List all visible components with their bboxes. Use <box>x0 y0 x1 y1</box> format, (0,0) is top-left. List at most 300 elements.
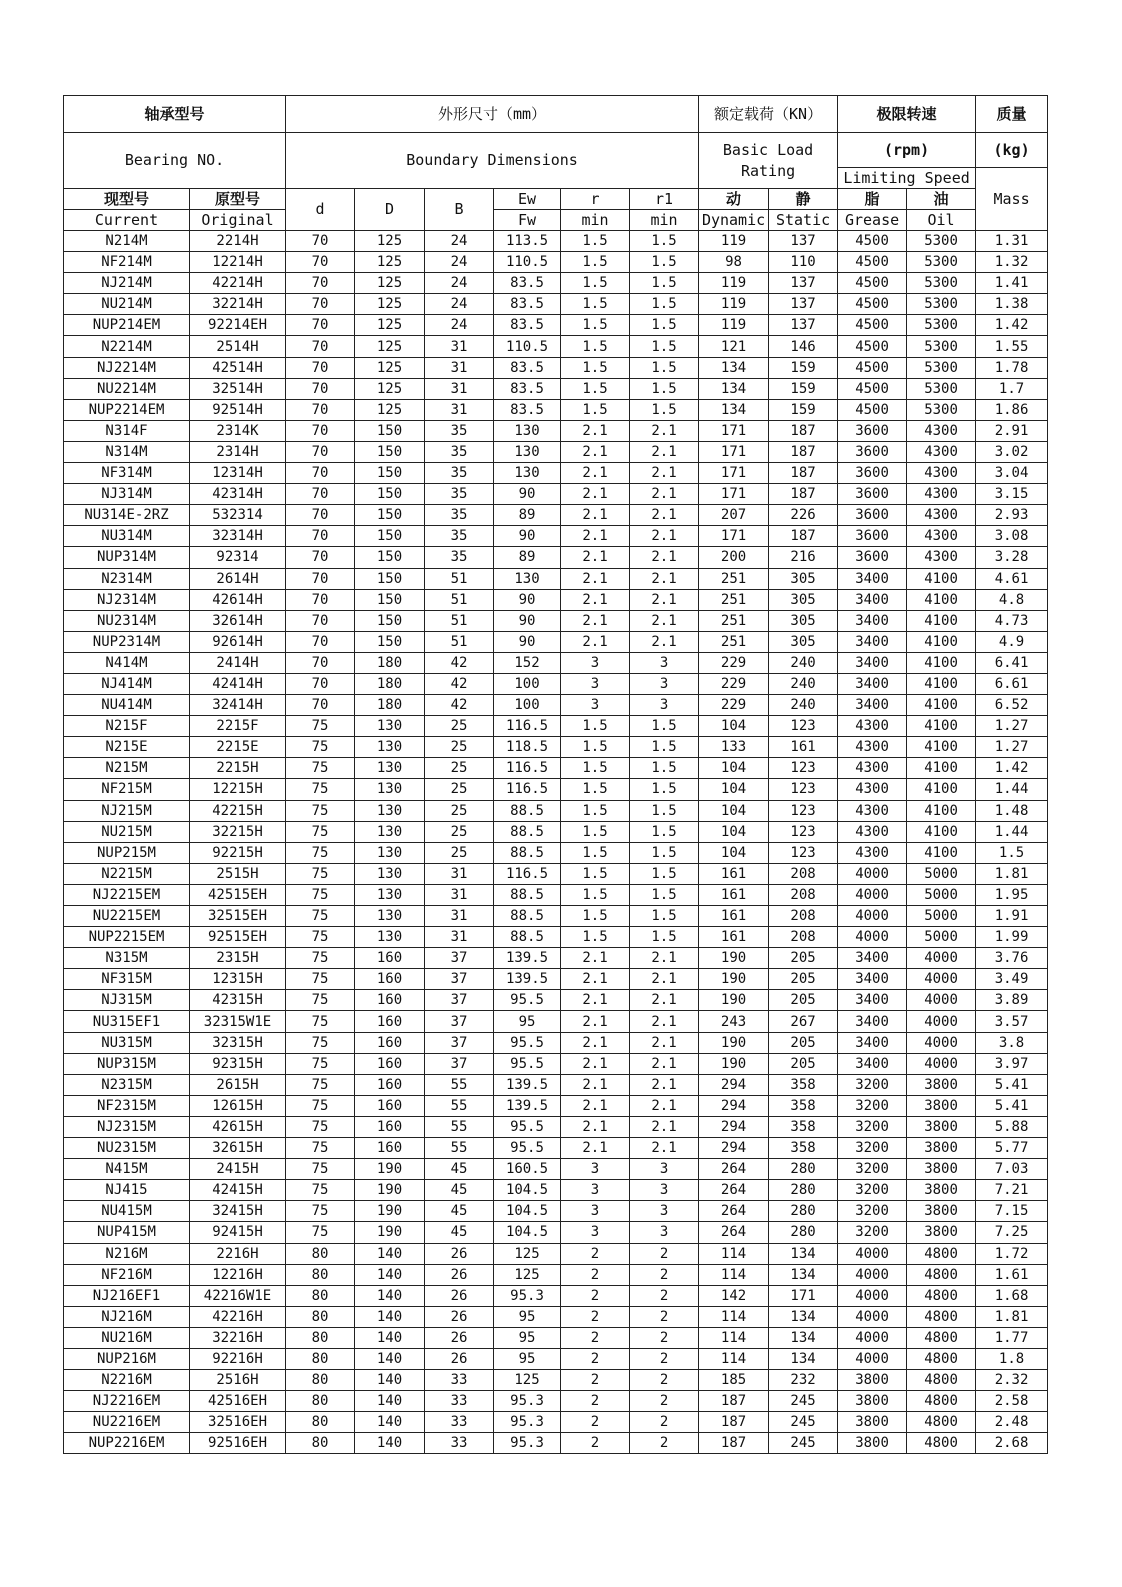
cell-original-model: 42414H <box>190 673 286 694</box>
cell-original-model: 12216H <box>190 1264 286 1285</box>
cell-width-B: 26 <box>425 1306 494 1327</box>
cell-r-min: 1.5 <box>561 737 630 758</box>
cell-dynamic-load: 294 <box>699 1095 769 1116</box>
cell-d: 70 <box>286 526 355 547</box>
cell-outer-D: 125 <box>355 357 425 378</box>
cell-current-model: N315M <box>64 948 190 969</box>
cell-mass: 5.41 <box>976 1074 1048 1095</box>
cell-oil-speed: 4800 <box>907 1370 976 1391</box>
cell-oil-speed: 4000 <box>907 1011 976 1032</box>
cell-dynamic-load: 98 <box>699 252 769 273</box>
cell-d: 80 <box>286 1433 355 1454</box>
cell-width-B: 25 <box>425 842 494 863</box>
table-row <box>64 1327 1048 1348</box>
cell-mass: 7.21 <box>976 1180 1048 1201</box>
cell-ew-fw: 116.5 <box>494 716 561 737</box>
cell-oil-speed: 5300 <box>907 252 976 273</box>
cell-ew-fw: 90 <box>494 610 561 631</box>
cell-original-model: 32216H <box>190 1327 286 1348</box>
cell-mass: 1.41 <box>976 273 1048 294</box>
cell-grease-speed: 3600 <box>838 526 907 547</box>
header-ew: Ew <box>494 189 561 210</box>
cell-grease-speed: 3400 <box>838 568 907 589</box>
cell-d: 70 <box>286 695 355 716</box>
cell-dynamic-load: 264 <box>699 1159 769 1180</box>
cell-current-model: NUP2215EM <box>64 927 190 948</box>
cell-outer-D: 140 <box>355 1391 425 1412</box>
cell-oil-speed: 4100 <box>907 589 976 610</box>
cell-static-load: 205 <box>769 948 838 969</box>
cell-width-B: 51 <box>425 568 494 589</box>
cell-original-model: 2215H <box>190 758 286 779</box>
cell-static-load: 240 <box>769 673 838 694</box>
cell-original-model: 12615H <box>190 1095 286 1116</box>
cell-ew-fw: 90 <box>494 526 561 547</box>
cell-width-B: 31 <box>425 357 494 378</box>
cell-current-model: NJ315M <box>64 990 190 1011</box>
cell-mass: 1.55 <box>976 336 1048 357</box>
cell-width-B: 26 <box>425 1264 494 1285</box>
cell-outer-D: 160 <box>355 1011 425 1032</box>
cell-ew-fw: 88.5 <box>494 927 561 948</box>
cell-original-model: 2614H <box>190 568 286 589</box>
cell-oil-speed: 3800 <box>907 1159 976 1180</box>
cell-r1-min: 1.5 <box>630 716 699 737</box>
cell-outer-D: 150 <box>355 441 425 462</box>
cell-static-load: 123 <box>769 758 838 779</box>
cell-width-B: 51 <box>425 610 494 631</box>
cell-original-model: 2315H <box>190 948 286 969</box>
cell-outer-D: 130 <box>355 884 425 905</box>
cell-oil-speed: 4100 <box>907 800 976 821</box>
cell-oil-speed: 4800 <box>907 1433 976 1454</box>
cell-oil-speed: 4100 <box>907 673 976 694</box>
cell-r-min: 2 <box>561 1243 630 1264</box>
cell-d: 75 <box>286 1222 355 1243</box>
cell-dynamic-load: 294 <box>699 1074 769 1095</box>
cell-oil-speed: 4100 <box>907 758 976 779</box>
cell-width-B: 45 <box>425 1180 494 1201</box>
cell-width-B: 35 <box>425 484 494 505</box>
cell-dynamic-load: 104 <box>699 758 769 779</box>
cell-grease-speed: 4000 <box>838 1285 907 1306</box>
cell-original-model: 92216H <box>190 1348 286 1369</box>
header-bearing-en: Bearing NO. <box>64 133 286 189</box>
cell-current-model: NU414M <box>64 695 190 716</box>
cell-outer-D: 190 <box>355 1222 425 1243</box>
cell-grease-speed: 3200 <box>838 1159 907 1180</box>
cell-mass: 1.42 <box>976 315 1048 336</box>
cell-outer-D: 140 <box>355 1264 425 1285</box>
cell-static-load: 110 <box>769 252 838 273</box>
cell-mass: 1.38 <box>976 294 1048 315</box>
cell-static-load: 208 <box>769 863 838 884</box>
cell-oil-speed: 4100 <box>907 737 976 758</box>
cell-original-model: 32514H <box>190 378 286 399</box>
cell-oil-speed: 5000 <box>907 906 976 927</box>
cell-static-load: 267 <box>769 1011 838 1032</box>
cell-width-B: 31 <box>425 378 494 399</box>
cell-ew-fw: 139.5 <box>494 969 561 990</box>
cell-mass: 2.91 <box>976 420 1048 441</box>
cell-oil-speed: 4800 <box>907 1306 976 1327</box>
cell-dynamic-load: 161 <box>699 927 769 948</box>
cell-current-model: NUP216M <box>64 1348 190 1369</box>
table-row <box>64 1306 1048 1327</box>
cell-outer-D: 190 <box>355 1180 425 1201</box>
cell-oil-speed: 4800 <box>907 1327 976 1348</box>
cell-r-min: 2 <box>561 1412 630 1433</box>
cell-original-model: 32315W1E <box>190 1011 286 1032</box>
table-row <box>64 399 1048 420</box>
cell-mass: 1.81 <box>976 863 1048 884</box>
header-dims-en: Boundary Dimensions <box>286 133 699 189</box>
cell-grease-speed: 4000 <box>838 1306 907 1327</box>
cell-ew-fw: 116.5 <box>494 863 561 884</box>
cell-d: 75 <box>286 1074 355 1095</box>
cell-mass: 1.27 <box>976 716 1048 737</box>
cell-dynamic-load: 114 <box>699 1264 769 1285</box>
cell-ew-fw: 88.5 <box>494 884 561 905</box>
cell-oil-speed: 4300 <box>907 505 976 526</box>
cell-r-min: 1.5 <box>561 863 630 884</box>
cell-static-load: 123 <box>769 716 838 737</box>
table-row <box>64 673 1048 694</box>
cell-static-load: 187 <box>769 420 838 441</box>
cell-current-model: NU314M <box>64 526 190 547</box>
cell-grease-speed: 3200 <box>838 1180 907 1201</box>
cell-static-load: 205 <box>769 1032 838 1053</box>
cell-static-load: 240 <box>769 695 838 716</box>
cell-outer-D: 140 <box>355 1243 425 1264</box>
cell-d: 80 <box>286 1348 355 1369</box>
cell-grease-speed: 3600 <box>838 463 907 484</box>
cell-outer-D: 130 <box>355 737 425 758</box>
header-grease-cn: 脂 <box>838 189 907 210</box>
cell-mass: 3.97 <box>976 1053 1048 1074</box>
cell-current-model: NF314M <box>64 463 190 484</box>
cell-grease-speed: 3200 <box>838 1138 907 1159</box>
cell-d: 70 <box>286 505 355 526</box>
cell-r-min: 2 <box>561 1391 630 1412</box>
table-row <box>64 758 1048 779</box>
cell-ew-fw: 90 <box>494 631 561 652</box>
cell-r-min: 2.1 <box>561 610 630 631</box>
header-static-cn: 静 <box>769 189 838 210</box>
cell-original-model: 12214H <box>190 252 286 273</box>
cell-width-B: 55 <box>425 1074 494 1095</box>
cell-oil-speed: 4100 <box>907 631 976 652</box>
cell-mass: 3.08 <box>976 526 1048 547</box>
cell-current-model: NF2315M <box>64 1095 190 1116</box>
table-row <box>64 1159 1048 1180</box>
cell-outer-D: 160 <box>355 1095 425 1116</box>
cell-outer-D: 190 <box>355 1201 425 1222</box>
cell-original-model: 32515EH <box>190 906 286 927</box>
cell-width-B: 37 <box>425 969 494 990</box>
cell-oil-speed: 4100 <box>907 779 976 800</box>
cell-dynamic-load: 114 <box>699 1243 769 1264</box>
cell-mass: 5.77 <box>976 1138 1048 1159</box>
table-row <box>64 315 1048 336</box>
cell-oil-speed: 4300 <box>907 484 976 505</box>
cell-outer-D: 160 <box>355 1074 425 1095</box>
cell-r1-min: 1.5 <box>630 884 699 905</box>
cell-r-min: 2.1 <box>561 1074 630 1095</box>
cell-grease-speed: 4000 <box>838 884 907 905</box>
table-row <box>64 779 1048 800</box>
cell-oil-speed: 4800 <box>907 1412 976 1433</box>
cell-current-model: NJ2214M <box>64 357 190 378</box>
cell-mass: 7.25 <box>976 1222 1048 1243</box>
cell-dynamic-load: 243 <box>699 1011 769 1032</box>
cell-dynamic-load: 251 <box>699 631 769 652</box>
cell-dynamic-load: 187 <box>699 1412 769 1433</box>
cell-static-load: 123 <box>769 779 838 800</box>
cell-dynamic-load: 161 <box>699 863 769 884</box>
cell-r1-min: 2 <box>630 1306 699 1327</box>
cell-original-model: 32315H <box>190 1032 286 1053</box>
cell-original-model: 92315H <box>190 1053 286 1074</box>
cell-outer-D: 190 <box>355 1159 425 1180</box>
cell-oil-speed: 4100 <box>907 652 976 673</box>
cell-dynamic-load: 119 <box>699 315 769 336</box>
cell-oil-speed: 5300 <box>907 357 976 378</box>
cell-ew-fw: 83.5 <box>494 399 561 420</box>
cell-mass: 4.61 <box>976 568 1048 589</box>
cell-d: 75 <box>286 1159 355 1180</box>
cell-d: 70 <box>286 315 355 336</box>
cell-outer-D: 180 <box>355 652 425 673</box>
cell-static-load: 358 <box>769 1116 838 1137</box>
header-grease-en: Grease <box>838 210 907 231</box>
cell-r-min: 1.5 <box>561 273 630 294</box>
cell-current-model: N215E <box>64 737 190 758</box>
cell-ew-fw: 95.5 <box>494 1032 561 1053</box>
cell-mass: 1.27 <box>976 737 1048 758</box>
header-dims-cn: 外形尺寸（mm） <box>286 96 699 133</box>
cell-current-model: NU216M <box>64 1327 190 1348</box>
cell-grease-speed: 4500 <box>838 336 907 357</box>
cell-ew-fw: 90 <box>494 589 561 610</box>
cell-r1-min: 1.5 <box>630 315 699 336</box>
cell-current-model: N214M <box>64 231 190 252</box>
cell-original-model: 92314 <box>190 547 286 568</box>
cell-r1-min: 2.1 <box>630 463 699 484</box>
cell-d: 80 <box>286 1243 355 1264</box>
cell-dynamic-load: 229 <box>699 695 769 716</box>
cell-width-B: 37 <box>425 948 494 969</box>
cell-current-model: NJ214M <box>64 273 190 294</box>
cell-r-min: 1.5 <box>561 315 630 336</box>
header-D: D <box>355 189 425 231</box>
cell-static-load: 208 <box>769 906 838 927</box>
cell-mass: 2.32 <box>976 1370 1048 1391</box>
cell-original-model: 42516EH <box>190 1391 286 1412</box>
cell-original-model: 92515EH <box>190 927 286 948</box>
cell-r1-min: 1.5 <box>630 399 699 420</box>
cell-r1-min: 3 <box>630 1180 699 1201</box>
cell-static-load: 137 <box>769 315 838 336</box>
cell-r-min: 2.1 <box>561 1032 630 1053</box>
cell-current-model: N314F <box>64 420 190 441</box>
cell-r-min: 2.1 <box>561 948 630 969</box>
header-oil-en: Oil <box>907 210 976 231</box>
cell-mass: 3.8 <box>976 1032 1048 1053</box>
header-mass-en: Mass <box>976 168 1048 231</box>
cell-d: 80 <box>286 1264 355 1285</box>
cell-mass: 3.15 <box>976 484 1048 505</box>
cell-oil-speed: 5300 <box>907 399 976 420</box>
cell-d: 80 <box>286 1391 355 1412</box>
cell-r-min: 2 <box>561 1433 630 1454</box>
cell-width-B: 25 <box>425 716 494 737</box>
cell-d: 70 <box>286 610 355 631</box>
table-row <box>64 526 1048 547</box>
cell-grease-speed: 3400 <box>838 673 907 694</box>
header-load-cn: 额定载荷（KN） <box>699 96 838 133</box>
cell-r1-min: 1.5 <box>630 273 699 294</box>
cell-r1-min: 1.5 <box>630 863 699 884</box>
table-row <box>64 1138 1048 1159</box>
cell-outer-D: 130 <box>355 800 425 821</box>
cell-static-load: 159 <box>769 399 838 420</box>
cell-d: 70 <box>286 357 355 378</box>
cell-oil-speed: 4300 <box>907 420 976 441</box>
cell-current-model: N2315M <box>64 1074 190 1095</box>
cell-d: 70 <box>286 589 355 610</box>
cell-outer-D: 150 <box>355 568 425 589</box>
cell-d: 80 <box>286 1412 355 1433</box>
cell-current-model: NUP314M <box>64 547 190 568</box>
cell-r1-min: 1.5 <box>630 821 699 842</box>
cell-dynamic-load: 171 <box>699 484 769 505</box>
cell-ew-fw: 95.3 <box>494 1412 561 1433</box>
cell-outer-D: 150 <box>355 526 425 547</box>
cell-original-model: 2314K <box>190 420 286 441</box>
cell-oil-speed: 4300 <box>907 547 976 568</box>
header-r: r <box>561 189 630 210</box>
cell-current-model: NF214M <box>64 252 190 273</box>
cell-oil-speed: 5000 <box>907 927 976 948</box>
cell-mass: 3.89 <box>976 990 1048 1011</box>
cell-d: 75 <box>286 1180 355 1201</box>
cell-current-model: N216M <box>64 1243 190 1264</box>
cell-original-model: 32516EH <box>190 1412 286 1433</box>
cell-outer-D: 140 <box>355 1348 425 1369</box>
cell-original-model: 12215H <box>190 779 286 800</box>
cell-d: 75 <box>286 1053 355 1074</box>
cell-current-model: N2214M <box>64 336 190 357</box>
cell-r-min: 2.1 <box>561 484 630 505</box>
cell-original-model: 42614H <box>190 589 286 610</box>
cell-grease-speed: 3200 <box>838 1201 907 1222</box>
cell-current-model: NJ2215EM <box>64 884 190 905</box>
cell-current-model: NUP215M <box>64 842 190 863</box>
cell-outer-D: 150 <box>355 420 425 441</box>
cell-r-min: 2 <box>561 1348 630 1369</box>
cell-original-model: 2615H <box>190 1074 286 1095</box>
cell-outer-D: 130 <box>355 863 425 884</box>
cell-outer-D: 160 <box>355 1053 425 1074</box>
cell-mass: 1.78 <box>976 357 1048 378</box>
cell-ew-fw: 83.5 <box>494 273 561 294</box>
cell-current-model: NJ216M <box>64 1306 190 1327</box>
cell-static-load: 134 <box>769 1264 838 1285</box>
table-row <box>64 441 1048 462</box>
cell-outer-D: 140 <box>355 1370 425 1391</box>
cell-width-B: 55 <box>425 1138 494 1159</box>
header-r1-min: min <box>630 210 699 231</box>
cell-width-B: 24 <box>425 273 494 294</box>
cell-ew-fw: 139.5 <box>494 1095 561 1116</box>
cell-width-B: 24 <box>425 252 494 273</box>
cell-original-model: 2515H <box>190 863 286 884</box>
cell-dynamic-load: 104 <box>699 779 769 800</box>
cell-ew-fw: 89 <box>494 547 561 568</box>
cell-grease-speed: 3400 <box>838 969 907 990</box>
cell-ew-fw: 160.5 <box>494 1159 561 1180</box>
table-row <box>64 589 1048 610</box>
cell-oil-speed: 5300 <box>907 315 976 336</box>
cell-ew-fw: 83.5 <box>494 378 561 399</box>
cell-static-load: 205 <box>769 990 838 1011</box>
cell-mass: 1.68 <box>976 1285 1048 1306</box>
cell-oil-speed: 4300 <box>907 526 976 547</box>
cell-r-min: 1.5 <box>561 779 630 800</box>
cell-r-min: 1.5 <box>561 800 630 821</box>
table-row <box>64 484 1048 505</box>
cell-original-model: 92214EH <box>190 315 286 336</box>
cell-grease-speed: 4300 <box>838 737 907 758</box>
cell-width-B: 26 <box>425 1327 494 1348</box>
cell-r1-min: 3 <box>630 673 699 694</box>
cell-dynamic-load: 229 <box>699 652 769 673</box>
cell-current-model: NF215M <box>64 779 190 800</box>
cell-current-model: NU2216EM <box>64 1412 190 1433</box>
cell-width-B: 25 <box>425 737 494 758</box>
cell-d: 70 <box>286 673 355 694</box>
cell-current-model: N2314M <box>64 568 190 589</box>
cell-dynamic-load: 134 <box>699 378 769 399</box>
cell-static-load: 280 <box>769 1180 838 1201</box>
cell-d: 70 <box>286 441 355 462</box>
cell-width-B: 26 <box>425 1285 494 1306</box>
cell-oil-speed: 3800 <box>907 1116 976 1137</box>
cell-ew-fw: 130 <box>494 441 561 462</box>
cell-oil-speed: 5300 <box>907 294 976 315</box>
cell-d: 75 <box>286 969 355 990</box>
cell-grease-speed: 3600 <box>838 505 907 526</box>
cell-dynamic-load: 200 <box>699 547 769 568</box>
cell-current-model: N2216M <box>64 1370 190 1391</box>
cell-width-B: 33 <box>425 1391 494 1412</box>
table-row <box>64 1032 1048 1053</box>
cell-r-min: 2.1 <box>561 420 630 441</box>
table-row <box>64 990 1048 1011</box>
cell-ew-fw: 130 <box>494 463 561 484</box>
cell-oil-speed: 4800 <box>907 1391 976 1412</box>
cell-outer-D: 140 <box>355 1433 425 1454</box>
cell-r1-min: 1.5 <box>630 231 699 252</box>
cell-grease-speed: 4000 <box>838 1243 907 1264</box>
cell-r1-min: 2 <box>630 1391 699 1412</box>
table-row <box>64 378 1048 399</box>
cell-grease-speed: 3400 <box>838 589 907 610</box>
cell-original-model: 32414H <box>190 695 286 716</box>
header-r-min: min <box>561 210 630 231</box>
cell-r-min: 2.1 <box>561 990 630 1011</box>
